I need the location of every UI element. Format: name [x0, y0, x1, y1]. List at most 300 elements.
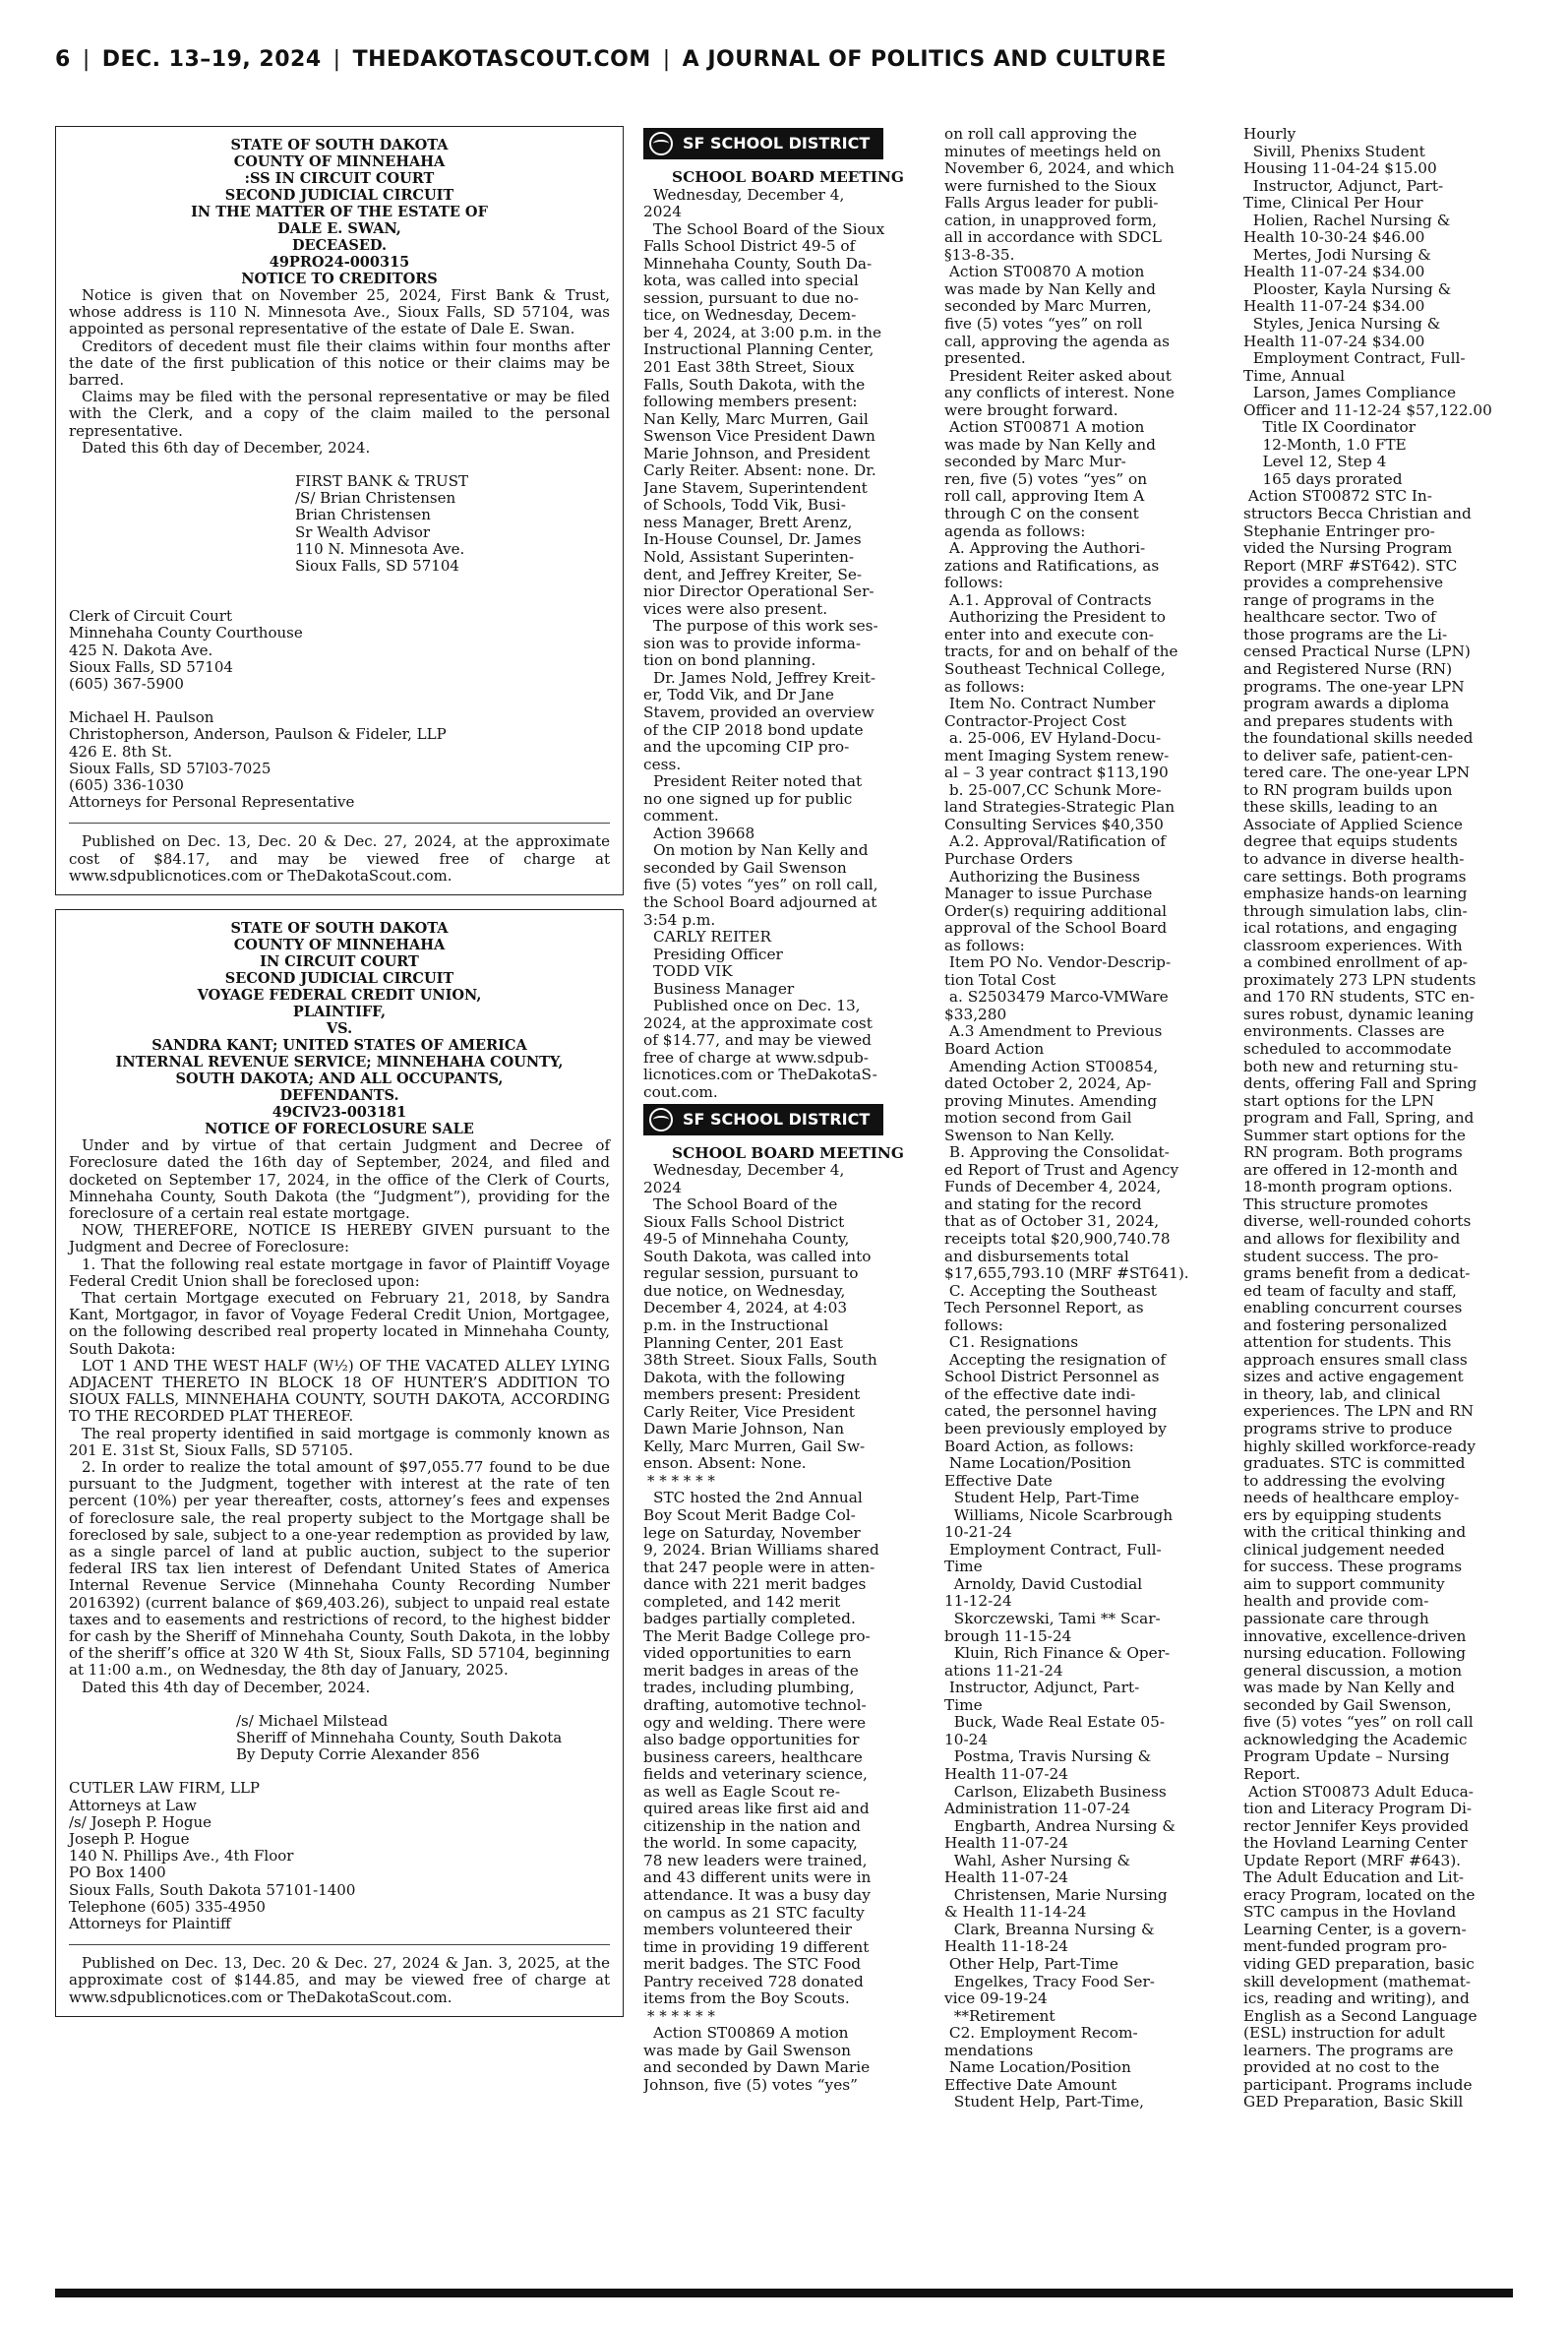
- text-line: clinical judgement needed: [1243, 1540, 1445, 1559]
- text-line: general discussion, a motion: [1243, 1661, 1463, 1680]
- text-line: A.3 Amendment to Previous: [944, 1022, 1163, 1041]
- text-line: Business Manager: [653, 979, 795, 998]
- signature-line: Sioux Falls, SD 57104: [295, 557, 459, 576]
- text-line: ed Report of Trust and Agency: [944, 1160, 1179, 1179]
- text-line: 165 days prorated: [1243, 469, 1403, 488]
- text-line: structors Becca Christian and: [1243, 505, 1472, 523]
- text-line: Southeast Technical College,: [944, 659, 1166, 678]
- text-line: 78 new leaders were trained,: [643, 1851, 868, 1869]
- text-line: agenda as follows:: [944, 521, 1086, 540]
- text-line: Swenson to Nan Kelly.: [944, 1126, 1116, 1144]
- text-line: On motion by Nan Kelly and: [653, 841, 869, 860]
- text-line: Purchase Orders: [944, 849, 1073, 868]
- text-line: all in accordance with SDCL: [944, 228, 1162, 247]
- text-line: President Reiter asked about: [944, 366, 1172, 385]
- address-line: Joseph P. Hogue: [69, 1830, 190, 1849]
- text-line: Time, Clinical Per Hour: [1243, 194, 1423, 213]
- text-line: Health 11-07-24: [944, 1834, 1068, 1853]
- caption-line: SECOND JUDICIAL CIRCUIT: [224, 970, 454, 988]
- text-line: dated October 2, 2024, Ap-: [944, 1074, 1152, 1093]
- text-line: time in providing 19 different: [643, 1937, 870, 1956]
- text-line: licnotices.com or TheDakotaS-: [643, 1066, 877, 1084]
- text-line: the world. In some capacity,: [643, 1834, 858, 1853]
- text-line: Level 12, Step 4: [1243, 453, 1387, 471]
- caption-line: STATE OF SOUTH DAKOTA: [230, 920, 449, 938]
- text-line: care settings. Both programs: [1243, 867, 1467, 886]
- representative-signature: [69, 473, 610, 575]
- address-line: /s/ Joseph P. Hogue: [69, 1812, 212, 1831]
- text-line: programs strive to produce: [1243, 1420, 1453, 1438]
- text-line: sizes and active engagement: [1243, 1368, 1464, 1386]
- page-header: [55, 47, 1513, 87]
- text-line: sion was to provide informa-: [643, 634, 862, 652]
- text-line: In-House Counsel, Dr. James: [643, 530, 862, 549]
- text-line: members volunteered their: [643, 1921, 852, 1939]
- text-line: healthcare sector. Two of: [1243, 608, 1436, 627]
- text-line: needs of healthcare employ-: [1243, 1489, 1460, 1507]
- text-line: motion second from Gail: [944, 1109, 1132, 1128]
- text-line: Board Action: [944, 1039, 1045, 1058]
- text-line: approval of the School Board: [944, 919, 1168, 938]
- text-line: Published once on Dec. 13,: [653, 997, 861, 1015]
- text-line: five (5) votes “yes” on roll call,: [643, 876, 878, 894]
- text-line: and 43 different units were in: [643, 1868, 872, 1887]
- text-line: cation, in unapproved form,: [944, 211, 1157, 229]
- text-line: as well as Eagle Scout re-: [643, 1782, 840, 1801]
- paragraph: NOW, THEREFORE, NOTICE IS HEREBY GIVEN pursuant to the Judgment and Decree of Foreclosure:: [69, 1221, 610, 1256]
- text-line: Consulting Services $40,350: [944, 815, 1164, 833]
- text-line: 38th Street. Sioux Falls, South: [643, 1351, 877, 1370]
- text-line: mendations: [944, 2041, 1034, 2059]
- text-line: passionate care through: [1243, 1610, 1429, 1628]
- text-line: that as of October 31, 2024,: [944, 1212, 1160, 1231]
- text-line: Swenson Vice President Dawn: [643, 427, 875, 446]
- text-line: skill development (mathemat-: [1243, 1972, 1472, 1990]
- text-line: Health 11-18-24: [944, 1937, 1068, 1956]
- text-line: Hourly: [1243, 126, 1297, 143]
- text-line: to deliver safe, patient-cen-: [1243, 746, 1453, 765]
- text-line: attendance. It was a busy day: [643, 1886, 871, 1904]
- text-line: lege on Saturday, November: [643, 1523, 861, 1542]
- text-line: provides a comprehensive: [1243, 574, 1444, 592]
- text-line: Item PO No. Vendor-Descrip-: [944, 953, 1172, 972]
- text-line: for success. These programs: [1243, 1558, 1463, 1576]
- text-line: nior Director Operational Ser-: [643, 582, 874, 601]
- text-line: Plooster, Kayla Nursing &: [1243, 279, 1452, 298]
- caption-line: DEFENDANTS.: [279, 1087, 399, 1105]
- text-line: proving Minutes. Amending: [944, 1091, 1158, 1110]
- text-line: was made by Gail Swenson: [643, 2041, 851, 2059]
- notice-body: [69, 287, 610, 457]
- text-line: er, Todd Vik, and Dr Jane: [643, 686, 834, 704]
- text-line: GED Preparation, Basic Skill: [1243, 2093, 1464, 2111]
- text-line: ogy and welding. There were: [643, 1713, 867, 1732]
- text-line: Johnson, five (5) votes “yes”: [643, 2075, 858, 2094]
- text-line: 12-Month, 1.0 FTE: [1243, 435, 1407, 454]
- signature-line: Sr Wealth Advisor: [295, 522, 431, 541]
- minutes-column-continued: [944, 126, 1232, 2281]
- text-line: The purpose of this work ses-: [653, 617, 878, 636]
- text-line: seconded by Marc Mur-: [944, 453, 1126, 471]
- text-line: that 247 people were in atten-: [643, 1558, 875, 1576]
- text-line: Jane Stavem, Superintendent: [643, 478, 868, 497]
- address-line: 140 N. Phillips Ave., 4th Floor: [69, 1847, 294, 1866]
- text-line: five (5) votes “yes” on roll: [944, 315, 1143, 334]
- text-line: highly skilled workforce-ready: [1243, 1437, 1477, 1455]
- address-line: Michael H. Paulson: [69, 708, 214, 727]
- text-line: aim to support community: [1243, 1574, 1445, 1593]
- text-line: The School Board of the Sioux: [653, 219, 885, 238]
- text-line: A. Approving the Authori-: [944, 539, 1146, 558]
- text-line: Accepting the resignation of: [944, 1350, 1167, 1369]
- address-line: CUTLER LAW FIRM, LLP: [69, 1779, 261, 1798]
- address-line: Sioux Falls, South Dakota 57101-1400: [69, 1880, 356, 1899]
- text-line: emphasize hands-on learning: [1243, 885, 1468, 903]
- text-line: are offered in 12-month and: [1243, 1160, 1458, 1179]
- text-line: Order(s) requiring additional: [944, 901, 1167, 920]
- text-line: enson. Absent: None.: [643, 1454, 807, 1473]
- text-line: learners. The programs are: [1243, 2041, 1454, 2059]
- text-line: was made by Nan Kelly and: [1243, 1679, 1455, 1697]
- text-line: to advance in diverse health-: [1243, 849, 1465, 868]
- caption-line: PLAINTIFF,: [292, 1004, 387, 1021]
- text-line: **Retirement: [944, 2006, 1055, 2025]
- bottom-rule: [55, 2289, 1513, 2297]
- text-line: CARLY REITER: [653, 928, 772, 947]
- text-line: also badge opportunities for: [643, 1731, 860, 1749]
- text-line: Instructor, Adjunct, Part-: [944, 1679, 1140, 1697]
- page-number: 6: [55, 47, 71, 72]
- text-line: 10-21-24: [944, 1523, 1012, 1542]
- text-line: Housing 11-04-24 $15.00: [1243, 159, 1437, 178]
- text-line: $33,280: [944, 1005, 1007, 1023]
- text-line: Associate of Applied Science: [1243, 815, 1463, 833]
- text-line: Action 39668: [653, 824, 755, 842]
- text-line: tice, on Wednesday, Decem-: [643, 306, 857, 325]
- text-line: trades, including plumbing,: [643, 1679, 855, 1697]
- caption-line: VOYAGE FEDERAL CREDIT UNION,: [197, 987, 482, 1005]
- text-line: drafting, automotive technol-: [643, 1695, 867, 1714]
- text-line: Administration 11-07-24: [944, 1800, 1131, 1818]
- text-line: Time: [944, 1558, 983, 1576]
- text-line: School District Personnel as: [944, 1368, 1160, 1386]
- text-line: degree that equips students: [1243, 832, 1458, 851]
- text-line: Pantry received 728 donated: [643, 1972, 864, 1990]
- text-line: Clark, Breanna Nursing &: [944, 1920, 1155, 1938]
- text-line: a. S2503479 Marco-VMWare: [944, 988, 1169, 1007]
- text-line: Student Help, Part-Time,: [944, 2093, 1145, 2111]
- text-line: Falls School District 49-5 of: [643, 237, 856, 256]
- address-line: Clerk of Circuit Court: [69, 607, 232, 626]
- text-line: Falls Argus leader for publi-: [944, 194, 1159, 213]
- text-line: and prepares students with: [1243, 711, 1454, 730]
- text-line: C2. Employment Recom-: [944, 2024, 1138, 2043]
- text-line: Boy Scout Merit Badge Col-: [643, 1505, 856, 1524]
- text-line: presented.: [944, 349, 1026, 368]
- text-line: Health 11-07-24 $34.00: [1243, 332, 1425, 350]
- text-line: and fostering personalized: [1243, 1315, 1448, 1334]
- header-separator: |: [662, 47, 671, 72]
- text-line: Time: [944, 1695, 983, 1714]
- divider: [69, 823, 610, 824]
- text-line: Health 10-30-24 $46.00: [1243, 228, 1425, 247]
- text-line: to addressing the evolving: [1243, 1471, 1446, 1490]
- text-line: land Strategies-Strategic Plan: [944, 798, 1176, 817]
- text-line: citizenship in the nation and: [643, 1816, 861, 1835]
- text-line: tion on bond planning.: [643, 651, 816, 670]
- text-line: C1. Resignations: [944, 1333, 1079, 1352]
- address-line: Attorneys for Personal Representative: [69, 793, 355, 812]
- text-line: STC campus in the Hovland: [1243, 1903, 1457, 1922]
- address-line: Sioux Falls, SD 57l03-7025: [69, 759, 271, 777]
- address-line: Christopherson, Anderson, Paulson & Fideler, LLP: [69, 725, 447, 744]
- address-line: 425 N. Dakota Ave.: [69, 641, 213, 659]
- paragraph: The real property identified in said mortgage is commonly known as 201 E. 31st St, Sioux Falls, SD 57105.: [69, 1424, 610, 1459]
- text-line: RN program. Both programs: [1243, 1143, 1463, 1162]
- text-line: tracts, for and on behalf of the: [944, 642, 1178, 661]
- text-line: Engelkes, Tracy Food Ser-: [944, 1972, 1155, 1990]
- text-line: of $14.77, and may be viewed: [643, 1031, 872, 1050]
- text-line: classroom experiences. With: [1243, 936, 1463, 954]
- signature-line: /s/ Michael Milstead: [236, 1711, 389, 1730]
- text-line: of the CIP 2018 bond update: [643, 720, 864, 739]
- text-line: enter into and execute con-: [944, 625, 1154, 643]
- text-line: and 170 RN students, STC en-: [1243, 988, 1476, 1007]
- notice-body: [69, 1137, 610, 1696]
- signature-line: Sheriff of Minnehaha County, South Dakota: [236, 1729, 563, 1746]
- text-line: graduates. STC is committed: [1243, 1454, 1466, 1473]
- text-line: ations 11-21-24: [944, 1661, 1063, 1680]
- text-line: Sioux Falls School District: [643, 1212, 845, 1231]
- text-line: Styles, Jenica Nursing &: [1243, 315, 1441, 334]
- tagline: A JOURNAL OF POLITICS AND CULTURE: [682, 47, 1167, 72]
- banner-label: SF SCHOOL DISTRICT: [683, 1109, 871, 1129]
- text-line: Title IX Coordinator: [1243, 418, 1417, 437]
- text-line: Carlson, Elizabeth Business: [944, 1782, 1167, 1801]
- text-line: President Reiter noted that: [653, 772, 863, 791]
- text-line: these skills, leading to an: [1243, 798, 1438, 817]
- text-line: ics, reading and writing), and: [1243, 1989, 1470, 2008]
- text-line: following members present:: [643, 393, 858, 411]
- caption-line: COUNTY OF MINNEHAHA: [233, 153, 446, 170]
- caption-line: SECOND JUDICIAL CIRCUIT: [224, 187, 454, 204]
- text-line: Skorczewski, Tami ** Scar-: [944, 1610, 1161, 1628]
- text-line: The Merit Badge College pro-: [643, 1626, 871, 1645]
- text-line: members present: President: [643, 1385, 861, 1404]
- text-line: Name Location/Position: [944, 1454, 1131, 1473]
- text-line: Williams, Nicole Scarbrough: [944, 1505, 1174, 1524]
- paragraph: LOT 1 AND THE WEST HALF (W½) OF THE VACATED ALLEY LYING ADJACENT THERETO IN BLOCK 18 OF HUNTER’S ADDITION TO SIOUX FALLS, MINNEHAHA COUNTY, SOUTH DAKOTA, ACCORDING TO THE RECORDED PLAT THEREOF.: [69, 1356, 610, 1426]
- text-line: grams benefit from a dedicat-: [1243, 1264, 1471, 1283]
- text-line: completed, and 142 merit: [643, 1592, 841, 1611]
- text-line: through simulation labs, clin-: [1243, 901, 1468, 920]
- notice-of-foreclosure-sale: [55, 909, 624, 2017]
- paragraph: Notice is given that on November 25, 2024, First Bank & Trust, whose address is 110 N. Minnesota Ave., Sioux Falls, SD 57104, was appointed as personal representative of the estate of Dale E. Swan.: [69, 286, 610, 338]
- address-line: Attorneys at Law: [69, 1796, 197, 1814]
- text-line: session, pursuant to due no-: [643, 288, 859, 307]
- text-line: 9, 2024. Brian Williams shared: [643, 1541, 879, 1560]
- text-line: zations and Ratifications, as: [944, 556, 1160, 575]
- district-logo-icon: [645, 128, 677, 159]
- text-line: b. 25-007,CC Schunk More-: [944, 780, 1162, 799]
- left-column: [55, 126, 624, 2281]
- header-separator: |: [82, 47, 90, 72]
- text-line: health and provide com-: [1243, 1592, 1429, 1611]
- text-line: were furnished to the Sioux: [944, 176, 1157, 195]
- text-line: censed Practical Nurse (LPN): [1243, 642, 1471, 661]
- attorney-address: [69, 1780, 610, 1932]
- text-line: p.m. in the Instructional: [643, 1316, 829, 1334]
- text-line: vided opportunities to earn: [643, 1644, 852, 1663]
- text-line: English as a Second Language: [1243, 2006, 1478, 2025]
- text-line: Action ST00870 A motion: [944, 263, 1145, 281]
- text-line: Update Report (MRF #643).: [1243, 1851, 1462, 1869]
- caption-line: DECEASED.: [291, 237, 388, 254]
- text-line: merit badges. The STC Food: [643, 1955, 862, 1974]
- text-line: a. 25-006, EV Hyland-Docu-: [944, 729, 1162, 748]
- text-line: the Hovland Learning Center: [1243, 1834, 1468, 1853]
- attorney-address: [69, 709, 610, 811]
- text-line: the School Board adjourned at: [643, 892, 877, 911]
- text-line: §13-8-35.: [944, 245, 1015, 264]
- district-logo-icon: [645, 1104, 677, 1135]
- text-line: ber 4, 2024, at 3:00 p.m. in the: [643, 323, 882, 341]
- text-line: Larson, James Compliance: [1243, 384, 1457, 402]
- text-line: environments. Classes are: [1243, 1022, 1445, 1041]
- text-line: $17,655,793.10 (MRF #ST641).: [944, 1264, 1189, 1283]
- text-line: receipts total $20,900,740.78: [944, 1230, 1171, 1248]
- text-line: Health 11-07-24 $34.00: [1243, 263, 1425, 281]
- text-line: Student Help, Part-Time: [944, 1489, 1140, 1507]
- text-line: Wednesday, December 4,: [653, 185, 845, 204]
- text-line: Christensen, Marie Nursing: [944, 1885, 1168, 1904]
- caption-line: NOTICE OF FORECLOSURE SALE: [205, 1121, 474, 1138]
- text-line: fields and veterinary science,: [643, 1765, 868, 1784]
- text-line: Contractor-Project Cost: [944, 711, 1126, 730]
- text-line: ed team of faculty and staff,: [1243, 1281, 1457, 1300]
- address-line: 426 E. 8th St.: [69, 742, 172, 761]
- text-line: Arnoldy, David Custodial: [944, 1574, 1143, 1593]
- text-line: approach ensures small class: [1243, 1350, 1468, 1369]
- text-line: eracy Program, located on the: [1243, 1885, 1476, 1904]
- text-line: Report.: [1243, 1764, 1300, 1783]
- text-line: range of programs in the: [1243, 590, 1435, 609]
- text-line: through C on the consent: [944, 505, 1139, 523]
- site-name: THEDAKOTASCOUT.COM: [352, 47, 651, 72]
- paragraph: Creditors of decedent must file their claims within four months after the date of the first publication of this notice or their claims may be barred.: [69, 337, 610, 390]
- text-line: Manager to issue Purchase: [944, 885, 1153, 903]
- text-line: Health 11-07-24 $34.00: [1243, 297, 1425, 316]
- text-line: proximately 273 LPN students: [1243, 970, 1477, 989]
- text-line: Dr. James Nold, Jeffrey Kreit-: [653, 668, 876, 687]
- text-line: Sivill, Phenixs Student: [1243, 142, 1425, 160]
- text-line: Amending Action ST00854,: [944, 1057, 1159, 1075]
- text-line: Name Location/Position: [944, 2058, 1131, 2077]
- text-line: and stating for the record: [944, 1194, 1142, 1213]
- text-line: was made by Nan Kelly and: [944, 279, 1156, 298]
- text-line: no one signed up for public: [643, 789, 853, 808]
- text-line: tion and Literacy Program Di-: [1243, 1800, 1473, 1818]
- text-line: ness Manager, Brett Arenz,: [643, 513, 853, 531]
- text-line: This structure promotes: [1243, 1194, 1428, 1213]
- text-line: Holien, Rachel Nursing &: [1243, 211, 1451, 229]
- text-line: badges partially completed.: [643, 1610, 856, 1628]
- text-line: student success. The pro-: [1243, 1247, 1439, 1265]
- paragraph: Claims may be filed with the personal representative or may be filed with the Clerk, and a copy of the claim mailed to the personal representative.: [69, 388, 610, 440]
- text-line: TODD VIK: [653, 962, 733, 981]
- text-line: Action ST00869 A motion: [653, 2024, 849, 2043]
- text-line: Stephanie Entringer pro-: [1243, 521, 1435, 540]
- text-line: Engbarth, Andrea Nursing &: [944, 1816, 1176, 1835]
- text-line: nursing education. Following: [1243, 1644, 1467, 1663]
- text-line: Board Action, as follows:: [944, 1437, 1134, 1455]
- text-line: a combined enrollment of ap-: [1243, 953, 1468, 972]
- text-line: 2024: [643, 203, 682, 221]
- address-line: (605) 336-1030: [69, 776, 184, 795]
- text-line: Carly Reiter, Vice President: [643, 1402, 855, 1421]
- caption-line: 49PRO24-000315: [269, 254, 410, 271]
- text-line: A.1. Approval of Contracts: [944, 590, 1152, 609]
- text-line: ment-funded program pro-: [1243, 1937, 1447, 1956]
- address-line: Telephone (605) 335-4950: [69, 1897, 266, 1916]
- text-line: tion Total Cost: [944, 970, 1056, 989]
- text-line: with the critical thinking and: [1243, 1523, 1467, 1542]
- text-line: due notice, on Wednesday,: [643, 1281, 846, 1300]
- school-district-banner: [643, 1104, 883, 1135]
- text-line: B. Approving the Consolidat-: [944, 1143, 1170, 1162]
- signature-line: 110 N. Minnesota Ave.: [295, 539, 465, 558]
- address-line: Sioux Falls, SD 57104: [69, 657, 233, 676]
- text-line: Kelly, Marc Murren, Gail Sw-: [643, 1437, 866, 1455]
- text-line: cess.: [643, 755, 682, 773]
- text-line: Time, Annual: [1243, 366, 1345, 385]
- text-line: and disbursements total: [944, 1247, 1129, 1265]
- text-line: (ESL) instruction for adult: [1243, 2024, 1445, 2043]
- caption-line: :SS IN CIRCUIT COURT: [244, 170, 435, 187]
- text-line: seconded by Gail Swenson: [643, 858, 847, 877]
- text-line: A.2. Approval/Ratification of: [944, 832, 1166, 851]
- text-line: Buck, Wade Real Estate 05-: [944, 1713, 1166, 1732]
- text-line: regular session, pursuant to: [643, 1264, 859, 1283]
- text-line: Dakota, with the following: [643, 1368, 846, 1386]
- caption-line: NOTICE TO CREDITORS: [241, 271, 438, 287]
- text-line: Carly Reiter. Absent: none. Dr.: [643, 461, 876, 480]
- text-line: items from the Boy Scouts.: [643, 1989, 850, 2008]
- caption-line: SOUTH DAKOTA; AND ALL OCCUPANTS,: [175, 1071, 504, 1088]
- school-district-column: [643, 126, 933, 2281]
- section-heading: SCHOOL BOARD MEETING: [672, 1143, 904, 1162]
- text-line: & Health 11-14-24: [944, 1903, 1087, 1922]
- text-line: Nold, Assistant Superinten-: [643, 548, 855, 567]
- text-line: al – 3 year contract $113,190: [944, 764, 1169, 782]
- text-line: and Registered Nurse (RN): [1243, 659, 1453, 678]
- text-line: as follows:: [944, 677, 1025, 696]
- text-line: the foundational skills needed: [1243, 729, 1474, 748]
- text-line: experiences. The LPN and RN: [1243, 1402, 1475, 1421]
- text-line: quired areas like first aid and: [643, 1800, 870, 1818]
- address-line: Attorneys for Plaintiff: [69, 1915, 231, 1933]
- text-line: Postma, Travis Nursing &: [944, 1747, 1152, 1766]
- caption-line: DALE E. SWAN,: [277, 220, 401, 237]
- caption-line: STATE OF SOUTH DAKOTA: [230, 137, 449, 153]
- text-line: 2024: [643, 1178, 682, 1196]
- text-line: Action ST00872 STC In-: [1243, 487, 1432, 506]
- text-line: program awards a diploma: [1243, 695, 1450, 713]
- section-break: * * * * * *: [647, 2006, 715, 2025]
- text-line: rector Jennifer Keys provided: [1243, 1816, 1470, 1835]
- text-line: Employment Contract, Full-: [944, 1540, 1162, 1559]
- banner-label: SF SCHOOL DISTRICT: [683, 134, 871, 153]
